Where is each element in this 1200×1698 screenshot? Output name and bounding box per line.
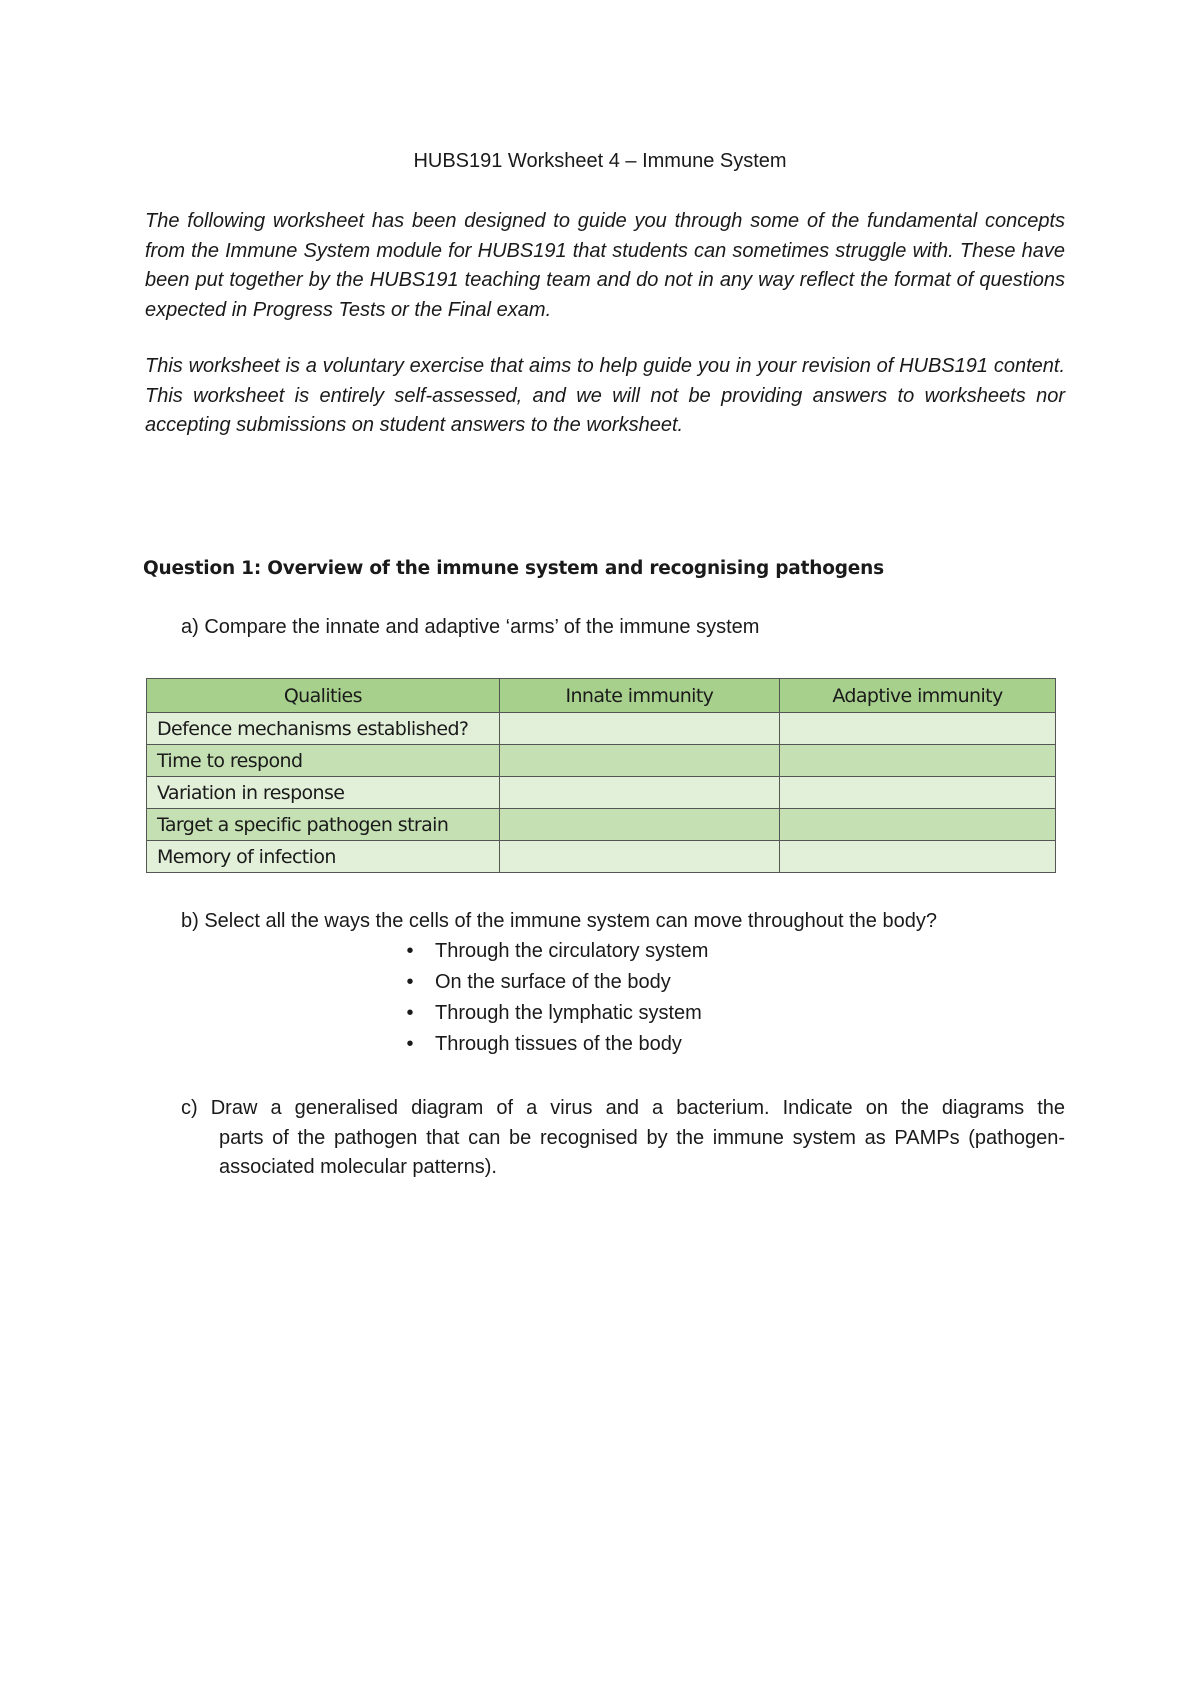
bullet-icon: •: [406, 1033, 414, 1055]
table-cell-innate[interactable]: [499, 713, 779, 745]
intro-paragraph-2: This worksheet is a voluntary exercise that aims to help guide you in your revision of HUBS191 content. This worksheet is entirely self-assessed, and we will not be providing answers to worksheets nor accepting submissions on student answers to the worksheet.: [145, 355, 1065, 436]
table-row: [147, 745, 1056, 777]
table-cell-adaptive[interactable]: [780, 841, 1056, 873]
list-item[interactable]: [400, 967, 708, 998]
table-cell-quality: Memory of infection: [147, 841, 500, 873]
option-label: Through tissues of the body: [435, 1033, 682, 1055]
table-header-qualities: Qualities: [147, 679, 500, 713]
list-item[interactable]: [400, 998, 708, 1029]
intro-paragraph-1: The following worksheet has been designed to guide you through some of the fundamental concepts from the Immune System module for HUBS191 that students can sometimes struggle with. These have been put together by the HUBS191 teaching team and do not in any way reflect the format of questions expected in Progress Tests or the Final exam.: [145, 210, 1065, 321]
table-cell-adaptive[interactable]: [780, 777, 1056, 809]
question-1c-prompt: [181, 1094, 1065, 1183]
bullet-icon: •: [406, 940, 414, 962]
table-row: [147, 841, 1056, 873]
table-header-adaptive: Adaptive immunity: [780, 679, 1056, 713]
table-header-row: [147, 679, 1056, 713]
option-label: On the surface of the body: [435, 971, 671, 993]
bullet-icon: •: [406, 1002, 414, 1024]
table-cell-quality: Target a specific pathogen strain: [147, 809, 500, 841]
comparison-table: [146, 678, 1056, 873]
option-label: Through the lymphatic system: [435, 1002, 702, 1024]
movement-options-list: [400, 936, 708, 1060]
option-label: Through the circulatory system: [435, 940, 709, 962]
table-cell-innate[interactable]: [499, 841, 779, 873]
table-cell-adaptive[interactable]: [780, 745, 1056, 777]
table-cell-innate[interactable]: [499, 777, 779, 809]
table-cell-quality: Defence mechanisms established?: [147, 713, 500, 745]
question-1c-line-2: parts of the pathogen that can be recognised by the immune system as PAMPs (pathogen-associated molecular patterns).: [219, 1126, 1065, 1178]
table-cell-adaptive[interactable]: [780, 713, 1056, 745]
question-1a-prompt: a) Compare the innate and adaptive ‘arms’ of the immune system: [181, 616, 760, 638]
table-row: [147, 809, 1056, 841]
table-row: [147, 777, 1056, 809]
table-cell-quality: Time to respond: [147, 745, 500, 777]
question-1-heading: Question 1: Overview of the immune system and recognising pathogens: [143, 558, 884, 579]
table-cell-innate[interactable]: [499, 809, 779, 841]
question-1b-prompt: b) Select all the ways the cells of the immune system can move throughout the body?: [181, 910, 937, 932]
table-cell-innate[interactable]: [499, 745, 779, 777]
table-header-innate: Innate immunity: [499, 679, 779, 713]
question-1c-line-1: c) Draw a generalised diagram of a virus and a bacterium. Indicate on the diagrams the: [181, 1097, 1065, 1119]
table-cell-quality: Variation in response: [147, 777, 500, 809]
list-item[interactable]: [400, 936, 708, 967]
list-item[interactable]: [400, 1029, 708, 1060]
table-row: [147, 713, 1056, 745]
table-cell-adaptive[interactable]: [780, 809, 1056, 841]
page-title: HUBS191 Worksheet 4 – Immune System: [413, 150, 787, 172]
bullet-icon: •: [406, 971, 414, 993]
